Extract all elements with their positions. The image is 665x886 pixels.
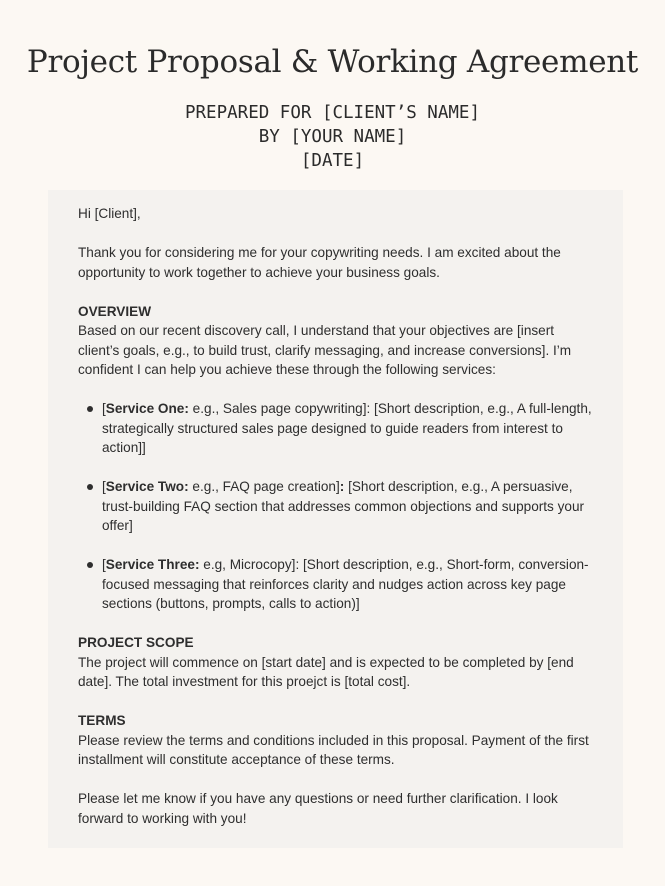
service-name: Service One: xyxy=(105,401,189,416)
intro-paragraph: Thank you for considering me for your copywriting needs. I am excited about the opportunity to work together to achieve your business goals. xyxy=(78,245,561,280)
service-open-bracket: [ xyxy=(102,479,106,494)
service-name: Service Two: xyxy=(105,479,189,494)
service-separator: : xyxy=(339,479,349,494)
bullet-icon xyxy=(87,562,93,568)
service-separator: : xyxy=(366,401,375,416)
terms-paragraph: Please review the terms and conditions included in this proposal. Payment of the first installment will constitute acceptance of these terms. xyxy=(78,732,589,767)
service-item xyxy=(78,555,598,614)
service-separator: : xyxy=(295,557,303,572)
service-example: e.g, Microcopy] xyxy=(199,557,296,572)
proposal-body-card xyxy=(48,190,623,848)
author-line: BY [YOUR NAME] xyxy=(258,127,407,147)
service-description: [Short description, e.g., A persuasive, trust-building FAQ section that addresses common objections and supports your offer] xyxy=(102,479,585,533)
prepared-for-block xyxy=(0,101,665,173)
bullet-icon xyxy=(87,406,93,412)
greeting: Hi [Client], xyxy=(78,206,141,221)
service-description: [Short description, e.g., Short-form, conversion-focused messaging that reinforces clarity and nudges action across key page sections (buttons, prompts, calls to action)] xyxy=(102,557,589,611)
terms-heading: TERMS xyxy=(78,713,126,728)
closing-paragraph: Please let me know if you have any questions or need further clarification. I look forward to working with you! xyxy=(78,791,558,826)
service-example: e.g., Sales page copywriting] xyxy=(188,401,367,416)
services-list xyxy=(78,399,598,614)
service-name: Service Three: xyxy=(105,557,200,572)
service-item xyxy=(78,477,598,536)
document-title: Project Proposal & Working Agreement xyxy=(26,44,639,80)
scope-paragraph: The project will commence on [start date] and is expected to be completed by [end date]. The total investment for this proejct is [total cost]. xyxy=(78,654,574,689)
overview-heading: OVERVIEW xyxy=(78,303,152,319)
date-line: [DATE] xyxy=(300,151,365,171)
service-item xyxy=(78,399,598,458)
overview-paragraph: Based on our recent discovery call, I understand that your objectives are [insert client’s goals, e.g., to build trust, clarify messaging, and increase conversions]. I’m confident I can help you achieve these through the following services: xyxy=(78,323,572,377)
service-description: [Short description, e.g., A full-length, strategically structured sales page designed to guide readers from interest to action]] xyxy=(102,401,592,455)
proposal-body xyxy=(78,204,598,828)
service-open-bracket: [ xyxy=(102,557,106,572)
prepared-for-line: PREPARED FOR [CLIENT’S NAME] xyxy=(184,103,480,123)
bullet-icon xyxy=(87,484,93,490)
service-example: e.g., FAQ page creation] xyxy=(188,479,340,494)
service-open-bracket: [ xyxy=(102,401,106,416)
scope-heading: PROJECT SCOPE xyxy=(78,635,194,650)
